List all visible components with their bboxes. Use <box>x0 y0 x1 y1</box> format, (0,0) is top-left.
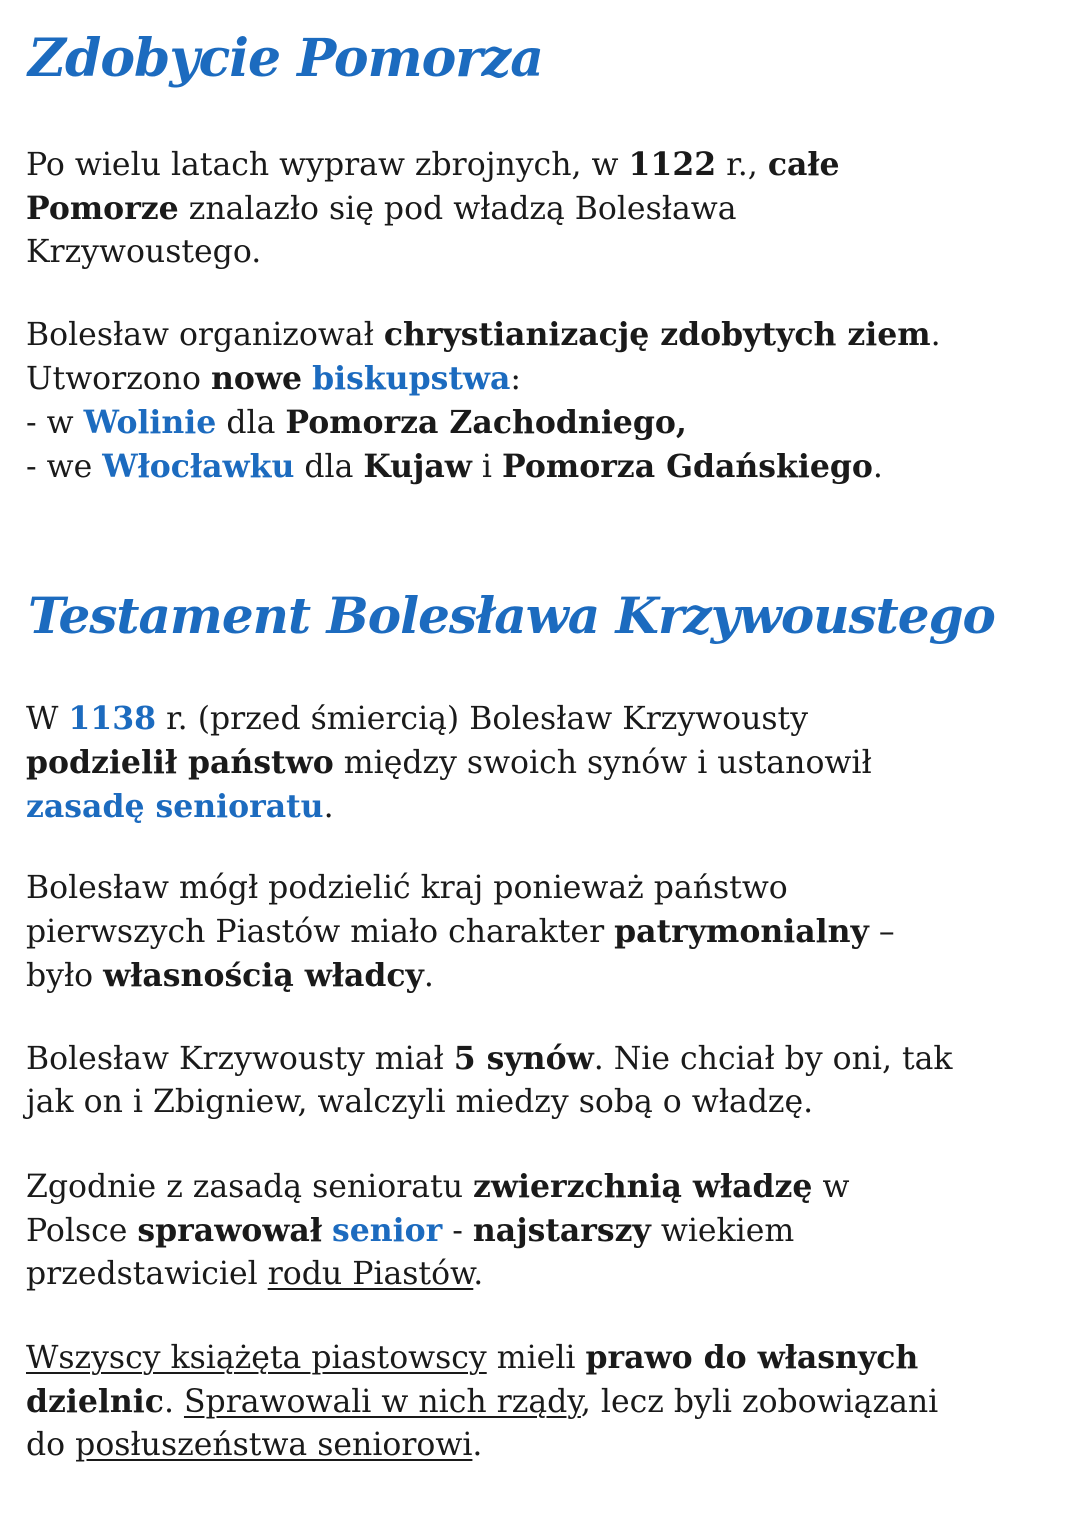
section-title-zdobycie-pomorza: Zdobycie Pomorza <box>28 28 543 89</box>
paragraph-patrymonialny: Bolesław mógł podzielić kraj ponieważ państwo pierwszych Piastów miało charakter patrymonialny – było własnością władcy. <box>26 870 895 994</box>
paragraph-pomorze-1122: Po wielu latach wypraw zbrojnych, w 1122 r., całe Pomorze znalazło się pod władzą Bolesława Krzywoustego. <box>26 146 840 270</box>
section-title-testament: Testament Bolesława Krzywoustego <box>28 586 995 645</box>
paragraph-podzial-1138: W 1138 r. (przed śmiercią) Bolesław Krzywousty podzielił państwo między swoich synów i ustanowił zasadę senioratu. <box>26 700 872 825</box>
year-1138: 1138 <box>68 700 157 737</box>
year-1122: 1122 <box>628 146 717 183</box>
list-item-wolin: - w Wolinie dla Pomorza Zachodniego, <box>26 404 687 441</box>
paragraph-senior: Zgodnie z zasadą senioratu zwierzchnią władzę w Polsce sprawował senior - najstarszy wiekiem przedstawiciel rodu Piastów. <box>26 1168 850 1292</box>
paragraph-synowie: Bolesław Krzywousty miał 5 synów. Nie chciał by oni, tak jak on i Zbigniew, walczyli miedzy sobą o władzę. <box>26 1040 953 1120</box>
list-item-wloclawek: - we Włocławku dla Kujaw i Pomorza Gdańskiego. <box>26 448 883 485</box>
paragraph-dzielnice: Wszyscy książęta piastowscy mieli prawo do własnych dzielnic. Sprawowali w nich rządy, lecz byli zobowiązani do posłuszeństwa seniorowi. <box>26 1339 939 1463</box>
paragraph-chrystianizacja: Bolesław organizował chrystianizację zdobytych ziem. Utworzono nowe biskupstwa: - w Wolinie dla Pomorza Zachodniego, - we Włocławku dla Kujaw i Pomorza Gdańskiego. <box>26 316 941 485</box>
